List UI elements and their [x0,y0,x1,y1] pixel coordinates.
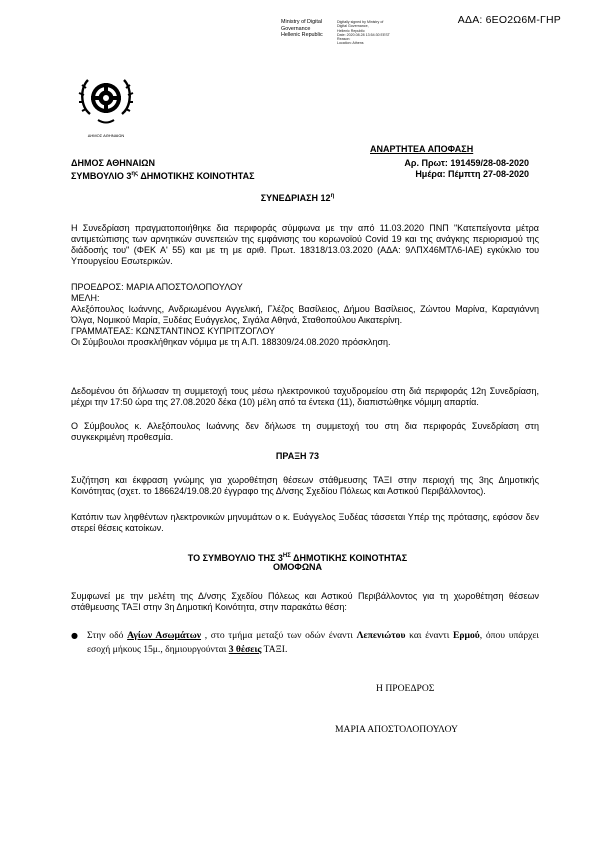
intro-paragraph: Η Συνεδρίαση πραγματοποιήθηκε δια περιφοράς σύμφωνα με την από 11.03.2020 ΠΝΠ "Κατεπείγοντα μέτρα αντιμετώπισης των αρνητικών συνεπειών της εμφάνισης του κορωνοϊού Covid 19 και της ανάγκης περιορισμού της διάδοσής του" (ΦΕΚ Α' 55) και με τη με αριθ. Πρωτ. 18318/13.03.2020 (ΑΔΑ: 9ΛΠΧ46ΜΤΛ6-ΙΑΕ) εγκύκλιο του Υπουργείου Εσωτερικών. [71,223,539,266]
signature-title: Η ΠΡΟΕΔΡΟΣ [376,683,435,694]
quorum-paragraph: Δεδομένου ότι δήλωσαν τη συμμετοχή τους μέσω ηλεκτρονικού ταχυδρομείου στη διά περιφοράς 12η Συνεδρίαση, μέχρι την 17:50 ώρα της 27.08.2020 δέκα (10) μέλη από τα έντεκα (11), διαπιστώθηκε νόμιμη απαρτία. [71,386,539,407]
members-label: ΜΕΛΗ: [71,293,100,303]
members-block [71,282,539,348]
spots-count: 3 θέσεις [228,644,262,655]
street-name: Αγίων Ασωμάτων [127,630,202,641]
signature-line: Location: Athens [337,41,364,46]
signature-line: Date: 2020.08.28 13:54:30 EEST [337,32,390,37]
municipality-name: ΔΗΜΟΣ ΑΘΗΝΑΙΩΝ [71,158,156,168]
president-line: ΠΡΟΕΔΡΟΣ: ΜΑΡΙΑ ΑΠΟΣΤΟΛΟΠΟΥΛΟΥ [71,282,243,292]
signature-line: Digital Governance, [337,24,369,29]
street-lepeniotou: Λεπενιώτου [356,630,406,641]
members-list: Αλεξόπουλος Ιωάννης, Ανδριωμένου Αγγελική, Γλέζος Βασίλειος, Δήμου Βασίλειος, Ζώντου Μαρίνα, Καραγιάννη Όλγα, Νομικού Μαρία, Ξυδέας Ευάγγελος, Σιγάλα Αθηνά, Σταθοπούλου Αικατερίνη. [71,304,539,325]
ministry-line: Governance [281,25,311,32]
protocol-number: Αρ. Πρωτ: 191459/28-08-2020 [404,158,529,168]
meeting-date: Ημέρα: Πέμπτη 27-08-2020 [415,169,529,179]
street-ermou: Ερμού [453,630,480,641]
agreement-paragraph: Συμφωνεί με την μελέτη της Δ/νσης Σχεδίου Πόλεως και Αστικού Περιβάλλοντος για τη χωροθέτηση θέσεων στάθμευσης ΤΑΞΙ στην 3η Δημοτική Κοινότητα, στην παρακάτω θέση: [71,591,539,612]
signature-name: ΜΑΡΙΑ ΑΠΟΣΤΟΛΟΠΟΥΛΟΥ [335,724,458,735]
decision-heading: ΤΟ ΣΥΜΒΟΥΛΙΟ ΤΗΣ $3^{H\Sigma}$ ΔΗΜΟΤΙΚΗΣ ΚΟΙΝΟΤΗΤΑΣ [187,553,408,563]
logo-caption: ΔΗΜΟΣ ΑΘΗΝΑΙΩΝ [87,133,125,138]
emails-paragraph: Κατόπιν των ληφθέντων ηλεκτρονικών μηνυμάτων ο κ. Ευάγγελος Ξυδέας τάσσεται Υπέρ της πρότασης, εφόσον δεν στερεί θέσεις κατοίκων. [71,512,539,533]
session-title: ΣΥΝΕΔΡΙΑΣΗ $12^\eta$ [260,193,335,203]
absent-paragraph: Ο Σύμβουλος κ. Αλεξόπουλος Ιωάννης δεν δήλωσε τη συμμετοχή του στη δια περιφοράς Συνεδρίαση στη συγκεκριμένη προθεσμία. [71,421,539,442]
bullet-icon: ● [71,631,78,640]
signature-ministry-en [281,19,323,39]
secretary-line: ΓΡΑΜΜΑΤΕΑΣ: ΚΩΝΣΤΑΝΤΙΝΟΣ ΚΥΠΡΙΤΖΟΓΛΟΥ [71,326,276,336]
municipality-logo-icon [76,68,136,128]
invitation-line: Οι Σύμβουλοι προσκλήθηκαν νόμιμα με τη Α.Π. 188309/24.08.2020 πρόσκληση. [71,337,391,347]
signature-ministry-details [337,20,390,46]
ada-code: ΑΔΑ: 6ΕΟ2Ω6Μ-ΓΗΡ [457,14,561,26]
discussion-paragraph: Συζήτηση και έκφραση γνώμης για χωροθέτηση θέσεων στάθμευσης ΤΑΞΙ στην περιοχή της 3ης Δημοτικής Κοινότητας (σχετ. το 186624/19.08.20 έγγραφο της Δ/νσης Σχεδίου Πόλεως και Αστικού Περιβάλλοντος). [71,475,539,496]
location-text: Στην οδό Αγίων Ασωμάτων , στο τμήμα μεταξύ των οδών έναντι Λεπενιώτου και έναντι Ερμού, όπου υπάρχει εσοχή μήκους 15μ., δημιουργούνται 3 θέσεις ΤΑΞΙ. [87,630,539,655]
signature-line: Reason: [337,37,351,42]
decision-unanimous: ΟΜΟΦΩΝΑ [272,562,323,572]
praxi-title: ΠΡΑΞΗ 73 [275,451,320,461]
council-name: ΣΥΜΒΟΥΛΙΟ $3^{\eta\varsigma}$ ΔΗΜΟΤΙΚΗΣ ΚΟΙΝΟΤΗΤΑΣ [71,171,255,181]
signature-line: Hellenic Republic [337,28,365,33]
location-bullet [71,629,539,657]
announcement-title: ΑΝΑΡΤΗΤΕΑ ΑΠΟΦΑΣΗ [370,144,474,154]
ministry-line: Hellenic Republic [281,32,323,39]
signature-line: Digitally signed by Ministry of [337,20,384,24]
ministry-line: Ministry of Digital [281,19,323,25]
